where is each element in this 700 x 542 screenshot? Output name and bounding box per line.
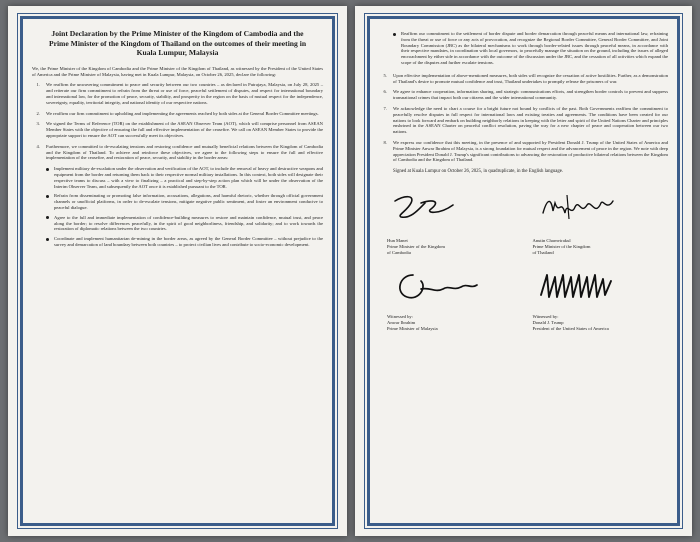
measure-text: Reaffirm our commitment to the settlement of border dispute and border demarcation through peaceful means and international law, refraining from the threat or use of force or any acts of provocation, and recognize the Regional Border Committee, General Border Committee, and Joint Boundary Commission (JBC) as the bilateral mechanisms to work through border-related issues through peaceful means, in accordance with their respective mandates, in coordination with local governors, to peacefully manage the situation on the ground, including the issues of alleged encroachment by either side in accordance with the outcome of the discussion under the JBC, and the cessation of all activities which expand the scope of the disputes and further escalate tensions. [401,31,668,65]
signatory-title: President of the United States of America [532,325,609,331]
clause-number: 8. [383,139,387,145]
clause-6 [379,89,668,101]
signatory-title: Prime Minister of Malaysia [387,325,438,331]
clause-8 [379,140,668,163]
measure-text: Coordinate and implement humanitarian de-mining in the border areas, as agreed by the General Border Committee – without prejudice to the survey and demarcation of land boundary between both countries – to protect civilian lives and contribute to socio-economic development. [54,236,323,247]
measure-bullet [46,193,323,210]
handwritten-signature-hun-manet [391,191,461,225]
clause-text: We reaffirm the unwavering commitment to peace and security between our two countries – as declared in Putrajaya, Malaysia, on July 28, 2025 – and reiterate our firm commitment to refrain from the threat or use of force, peaceful settlement of disputes, and respect for international boundary and international law, for the promotion of peace, security, stability, and prosperity in the region on the basis of mutual respect for the independence, sovereignty, equality, territorial integrity, and national identity of our respective nations. [46,82,323,105]
declaration-intro: We, the Prime Minister of the Kingdom of Cambodia and the Prime Minister of the Kingdom of Thailand, as witnessed by the President of the United States of America and the Prime Minister of Malaysia, having met in Kuala Lumpur, Malaysia, on October 26, 2025, declare the following: [32,65,323,77]
clause-number: 3. [36,121,40,127]
clause-number: 4. [36,143,40,149]
bullet-icon [46,216,49,219]
clause-text: Upon effective implementation of above-mentioned measures, both sides will recognize the cessation of active hostilities. Further, as a demonstration of Thailand's desire to promote mutual confidence and trust, Thailand undertakes to promptly release the prisoners of war. [393,72,668,84]
clause-3 [32,121,323,138]
witness-prefix: Witnessed by: [387,314,413,320]
clause-1 [32,82,323,105]
measure-bullet [46,215,323,232]
signatory-name: Hun Manet [387,238,408,244]
handwritten-signature-anutin [537,191,617,225]
signature-thailand [533,191,669,255]
clause-text: We express our confidence that this meeting, in the presence of and supported by President Donald J. Trump of the United States of America and Prime Minister Anwar Ibrahim of Malaysia, is a strong foundation for mutual respect and the advancement of peace in the region. We note with deep appreciation President Donald J. Trump's significant contributions to advancing the restoration of productive bilateral relations between the Kingdom of Cambodia and the Kingdom of Thailand. [393,139,668,163]
handwritten-signature-trump [537,267,617,307]
clause-number: 6. [383,89,387,95]
declaration-title: Joint Declaration by the Prime Minister of the Kingdom of Cambodia and the Prime Minister of the Kingdom of Thailand on the outcomes of their meeting in Kuala Lumpur, Malaysia [48,29,307,58]
clause-number: 1. [36,82,40,88]
clause-text: We agree to enhance cooperation, information sharing, and strategic communications efforts, and strengthen border controls to prevent and suppress transnational crimes that impact both our citizens and the wider international community. [393,89,668,101]
measure-bullet [46,236,323,248]
clause-text: Furthermore, we committed to de-escalating tensions and restoring confidence and mutually beneficial relations between the Kingdom of Cambodia and the Kingdom of Thailand. To achieve and reinforce these objectives, we agree to the following steps to ensure the full and effective implementation of the ceasefire, and restoration of peace, security, and stability in the border areas: [46,143,323,161]
page-1-border [20,16,335,526]
clause-text: We acknowledge the need to chart a course for a bright future not bound by conflicts of the past. Both Governments reaffirm the commitment to peacefully resolve disputes in full respect for international laws and existing treaties and agreements. The conditions have been created for our nations to look forward and embark on building neighborly relations in keeping with the letter and spirit of the United Nations Charter and principles enshrined in the ASEAN Charter on peaceful conflict resolution, paving the way for a new chapter of peace and cooperation between our two nations. [393,105,668,135]
clause-number: 2. [36,110,40,116]
clause-number: 7. [383,105,387,111]
bullet-icon [46,195,49,198]
signatory-title: Prime Minister of the Kingdom [532,243,591,249]
measure-text: Refrain from disseminating or promoting false information, accusations, allegations, and harmful rhetoric, whether through official government channels or unofficial platforms, in order to de-escalate tensions, mitigate negative public sentiment, and foster an environment conducive to peaceful dialogue. [54,193,323,210]
signatory-name: Anutin Charnvirakul [532,238,571,244]
signatory-title: Prime Minister of the Kingdom [387,243,445,249]
signed-line: Signed at Kuala Lumpur on October 26, 2025, in quadruplicate, in the English language. [393,169,564,175]
clause-4 [32,144,323,161]
measure-bullet [46,166,323,189]
measure-bullet [393,31,668,66]
signatory-lines [387,238,445,255]
declaration-page-2 [355,6,692,536]
page-2-border [367,16,680,526]
signatory-lines [387,314,438,331]
signature-malaysia [387,267,523,331]
clause-text: We signed the Terms of Reference (TOR) on the establishment of the ASEAN Observer Team (AOT), which will comprise personnel from ASEAN Member States with the objective of ensuring the full and effective implementation of the ceasefire. We call on ASEAN Member States to provide the appropriate support to ensure the AOT can successfully meet its objectives. [46,121,323,138]
signatory-name: Anwar Ibrahim [387,319,416,325]
bullet-icon [46,168,49,171]
measure-text: Implement military de-escalation under the observation and verification of the AOT, to include the removal of heavy and destructive weapons and equipment from the border and returning them back to their respective normal military installations. In this context, both sides will designate their respective teams to discuss – with a view to finalizing – a practical and step-by-step action plan which will be under the observation of the Interim Observer Team, and subsequently the AOT once it is established pursuant to the TOR. [54,166,323,189]
bullet-icon [46,238,49,241]
signatory-name: Donald J. Trump [532,319,564,325]
bullet-icon [393,33,396,36]
signatory-title-cont: of Cambodia [387,249,411,255]
signatory-lines [533,238,591,255]
signature-united-states [533,267,669,331]
signatory-lines [533,314,609,331]
signatory-title-cont: of Thailand [532,249,554,255]
clause-5 [379,73,668,85]
clause-2 [32,111,323,117]
clause-7 [379,106,668,135]
clause-text: We reaffirm our firm commitment to upholding and implementing the agreements reached by both sides at the General Border Committee meetings. [46,110,319,116]
witness-prefix: Witnessed by: [532,314,559,320]
signature-cambodia [387,191,523,255]
clause-number: 5. [383,72,387,78]
declaration-page-1 [8,6,347,536]
measure-text: Agree to the full and immediate implementation of confidence-building measures to restore and maintain confidence, mutual trust, and peace along the border; to resolve differences peacefully, in the spirit of good neighborliness, friendship, and solidarity; and to work towards the restoration of diplomatic relations between the two countries. [54,214,323,232]
signature-block [387,191,668,331]
handwritten-signature-anwar [391,267,481,307]
